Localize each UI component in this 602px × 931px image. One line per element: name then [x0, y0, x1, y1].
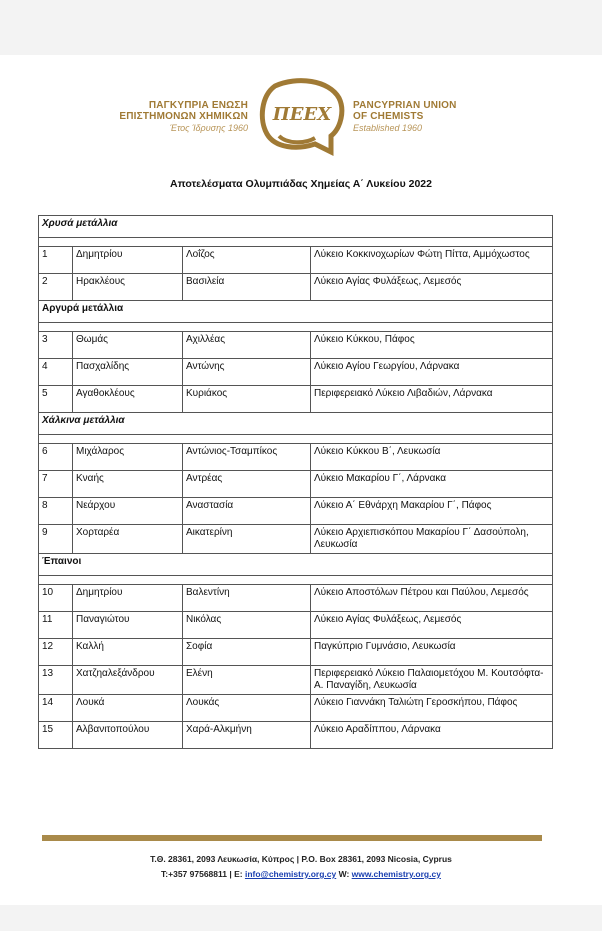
greek-established: Έτος Ίδρυσης 1960 — [169, 123, 248, 133]
first-name-cell: Αντώνης — [183, 359, 311, 386]
surname-cell: Κναής — [73, 471, 183, 498]
english-name-line-2: OF CHEMISTS — [353, 111, 424, 122]
footer-contact-line — [0, 867, 602, 882]
rank-cell: 6 — [39, 444, 73, 471]
table-row — [39, 471, 553, 498]
section-heading-row — [39, 301, 553, 323]
school-cell: Λύκειο Γιαννάκη Ταλιώτη Γεροσκήπου, Πάφος — [311, 695, 553, 722]
rank-cell: 8 — [39, 498, 73, 525]
first-name-cell: Χαρά-Αλκμήνη — [183, 722, 311, 749]
rank-cell: 11 — [39, 612, 73, 639]
section-heading-row — [39, 554, 553, 576]
website-link[interactable]: www.chemistry.org.cy — [351, 869, 441, 879]
table-row — [39, 359, 553, 386]
table-row — [39, 274, 553, 301]
first-name-cell: Αικατερίνη — [183, 525, 311, 554]
spacer-cell — [39, 435, 553, 444]
rank-cell: 7 — [39, 471, 73, 498]
school-cell: Λύκειο Αποστόλων Πέτρου και Παύλου, Λεμεσός — [311, 585, 553, 612]
first-name-cell: Αντρέας — [183, 471, 311, 498]
surname-cell: Δημητρίου — [73, 585, 183, 612]
spacer-cell — [39, 238, 553, 247]
section-heading: Έπαινοι — [39, 554, 553, 576]
spacer-cell — [39, 576, 553, 585]
footer-phone: T:+357 97568811 | E: — [161, 869, 245, 879]
section-spacer — [39, 576, 553, 585]
table-row — [39, 498, 553, 525]
first-name-cell: Βαλεντίνη — [183, 585, 311, 612]
footer-address: Τ.Θ. 28361, 2093 Λευκωσία, Κύπρος | P.O. Box 28361, 2093 Nicosia, Cyprus — [150, 854, 452, 864]
surname-cell: Καλλή — [73, 639, 183, 666]
school-cell: Λύκειο Αρχιεπισκόπου Μακαρίου Γ΄ Δασούπολη, Λευκωσία — [311, 525, 553, 554]
rank-cell: 4 — [39, 359, 73, 386]
svg-text:ΠΕΕΧ: ΠΕΕΧ — [272, 104, 332, 125]
surname-cell: Λουκά — [73, 695, 183, 722]
first-name-cell: Ελένη — [183, 666, 311, 695]
surname-cell: Αλβανιτοπούλου — [73, 722, 183, 749]
table-row — [39, 525, 553, 554]
school-cell: Λύκειο Αραδίππου, Λάρνακα — [311, 722, 553, 749]
school-cell: Λύκειο Αγίας Φυλάξεως, Λεμεσός — [311, 612, 553, 639]
table-row — [39, 444, 553, 471]
school-cell: Λύκειο Αγίου Γεωργίου, Λάρνακα — [311, 359, 553, 386]
surname-cell: Νεάρχου — [73, 498, 183, 525]
section-heading: Χρυσά μετάλλια — [39, 216, 553, 238]
document-title: Αποτελέσματα Ολυμπιάδας Χημείας Α΄ Λυκείου 2022 — [170, 178, 432, 190]
table-row — [39, 695, 553, 722]
results-table — [38, 215, 553, 749]
greek-name-line-2: ΕΠΙΣΤΗΜΟΝΩΝ ΧΗΜΙΚΩΝ — [119, 111, 248, 122]
footer-web-label: W: — [336, 869, 352, 879]
english-established: Established 1960 — [353, 123, 423, 133]
first-name-cell: Κυριάκος — [183, 386, 311, 413]
footer-contact — [0, 852, 602, 882]
first-name-cell: Λουκάς — [183, 695, 311, 722]
school-cell: Λύκειο Κύκκου, Πάφος — [311, 332, 553, 359]
section-heading-row — [39, 413, 553, 435]
table-row — [39, 639, 553, 666]
school-cell: Παγκύπριο Γυμνάσιο, Λευκωσία — [311, 639, 553, 666]
section-spacer — [39, 238, 553, 247]
table-row — [39, 585, 553, 612]
section-heading: Χάλκινα μετάλλια — [39, 413, 553, 435]
letterhead-greek-name — [88, 100, 248, 134]
rank-cell: 1 — [39, 247, 73, 274]
first-name-cell: Λοΐζος — [183, 247, 311, 274]
rank-cell: 13 — [39, 666, 73, 695]
surname-cell: Χατζηαλεξάνδρου — [73, 666, 183, 695]
first-name-cell: Σοφία — [183, 639, 311, 666]
table-row — [39, 386, 553, 413]
first-name-cell: Αχιλλέας — [183, 332, 311, 359]
section-heading: Αργυρά μετάλλια — [39, 301, 553, 323]
rank-cell: 10 — [39, 585, 73, 612]
letterhead-english-name — [353, 100, 513, 134]
surname-cell: Ηρακλέους — [73, 274, 183, 301]
table-row — [39, 612, 553, 639]
surname-cell: Αγαθοκλέους — [73, 386, 183, 413]
first-name-cell: Νικόλας — [183, 612, 311, 639]
school-cell: Λύκειο Α΄ Εθνάρχη Μακαρίου Γ΄, Πάφος — [311, 498, 553, 525]
rank-cell: 3 — [39, 332, 73, 359]
school-cell: Λύκειο Αγίας Φυλάξεως, Λεμεσός — [311, 274, 553, 301]
table-row — [39, 332, 553, 359]
rank-cell: 15 — [39, 722, 73, 749]
school-cell: Περιφερειακό Λύκειο Λιβαδιών, Λάρνακα — [311, 386, 553, 413]
greek-name-line-1: ΠΑΓΚΥΠΡΙΑ ΕΝΩΣΗ — [148, 100, 248, 111]
school-cell: Λύκειο Κύκκου Β΄, Λευκωσία — [311, 444, 553, 471]
email-link[interactable]: info@chemistry.org.cy — [244, 869, 337, 879]
surname-cell: Θωμάς — [73, 332, 183, 359]
rank-cell: 2 — [39, 274, 73, 301]
school-cell: Λύκειο Κοκκινοχωρίων Φώτη Πίττα, Αμμόχωστος — [311, 247, 553, 274]
first-name-cell: Αναστασία — [183, 498, 311, 525]
surname-cell: Χορταρέα — [73, 525, 183, 554]
english-name-line-1: PANCYPRIAN UNION — [353, 100, 457, 111]
letterhead — [0, 75, 602, 165]
document-page — [0, 55, 602, 905]
surname-cell: Πασχαλίδης — [73, 359, 183, 386]
section-heading-row — [39, 216, 553, 238]
section-spacer — [39, 323, 553, 332]
first-name-cell: Αντώνιος-Τσαμπίκος — [183, 444, 311, 471]
footer-divider — [42, 835, 542, 841]
rank-cell: 9 — [39, 525, 73, 554]
first-name-cell: Βασιλεία — [183, 274, 311, 301]
surname-cell: Παναγιώτου — [73, 612, 183, 639]
table-row — [39, 666, 553, 695]
rank-cell: 14 — [39, 695, 73, 722]
rank-cell: 5 — [39, 386, 73, 413]
table-row — [39, 247, 553, 274]
section-spacer — [39, 435, 553, 444]
spacer-cell — [39, 323, 553, 332]
surname-cell: Μιχάλαρος — [73, 444, 183, 471]
surname-cell: Δημητρίου — [73, 247, 183, 274]
table-row — [39, 722, 553, 749]
school-cell: Λύκειο Μακαρίου Γ΄, Λάρνακα — [311, 471, 553, 498]
school-cell: Περιφερειακό Λύκειο Παλαιομετόχου Μ. Κουτσόφτα- Α. Παναγίδη, Λευκωσία — [311, 666, 553, 695]
union-logo-icon — [257, 78, 347, 160]
rank-cell: 12 — [39, 639, 73, 666]
